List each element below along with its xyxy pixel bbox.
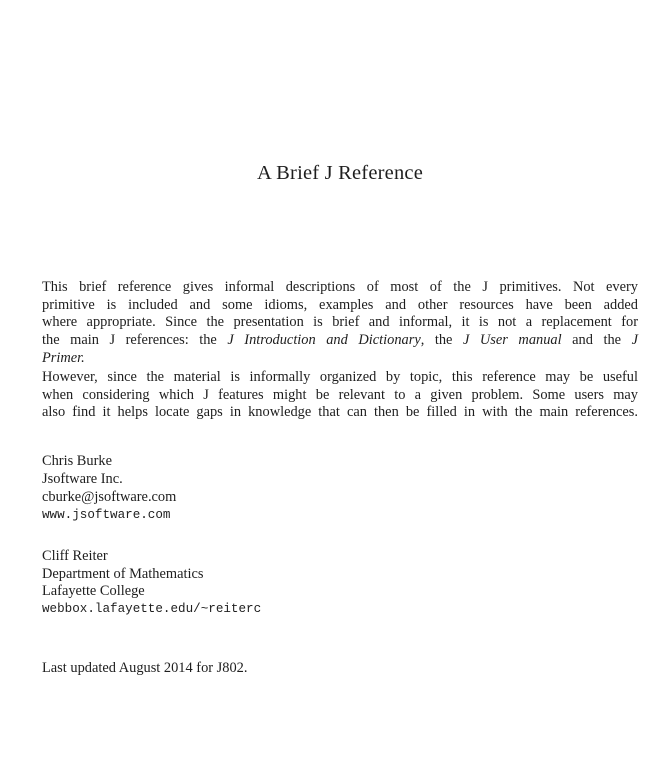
paragraph-line: where appropriate. Since the presentation is brief and informal, it is not a replacement for (42, 314, 638, 331)
paragraph-line: This brief reference gives informal descriptions of most of the J primitives. Not every (42, 279, 638, 295)
author-name: Chris Burke (42, 453, 112, 469)
text-run: , the (420, 332, 463, 349)
paragraph-line (42, 332, 638, 350)
author-website: webbox.lafayette.edu/~reiterc (42, 602, 262, 617)
author-affiliation: Jsoftware Inc. (42, 471, 123, 487)
paragraph-line: when considering which J features might be relevant to a given problem. Some users may (42, 386, 638, 403)
author-block-chris-burke (42, 452, 638, 524)
last-updated-note: Last updated August 2014 for J802. (42, 660, 248, 676)
author-affiliation: Department of Mathematics (42, 565, 204, 582)
book-title-italic: Primer. (42, 349, 85, 366)
text-run: the main J references: the (42, 332, 228, 349)
page-title: A Brief J Reference (256, 162, 424, 184)
intro-paragraph (42, 279, 638, 368)
author-email: cburke@jsoftware.com (42, 489, 177, 505)
text-run: and the (561, 332, 632, 349)
paragraph-line: primitive is included and some idioms, examples and other resources have been added (42, 296, 638, 313)
author-name: Cliff Reiter (42, 548, 108, 564)
book-title-italic: J Introduction and Dictionary (227, 332, 421, 349)
paragraph-line (42, 350, 638, 368)
author-institution: Lafayette College (42, 583, 145, 600)
paragraph-line: also find it helps locate gaps in knowledge that can then be filled in with the main references. (42, 404, 638, 421)
book-title-italic: J (631, 332, 638, 349)
author-website: www.jsoftware.com (42, 508, 171, 522)
text-block (42, 0, 638, 777)
usefulness-paragraph (42, 369, 638, 422)
book-title-italic: J User manual (462, 332, 562, 349)
paragraph-line: However, since the material is informally organized by topic, this reference may be useful (42, 369, 638, 385)
author-block-cliff-reiter (42, 548, 638, 619)
